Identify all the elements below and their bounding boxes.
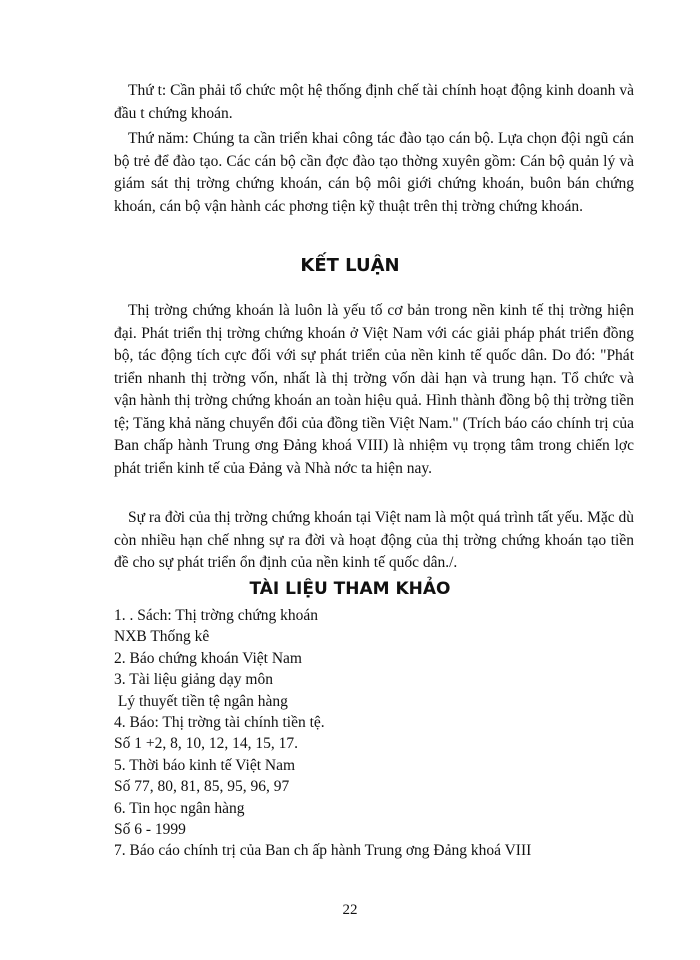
paragraph-fifth-solution: Thứ năm: Chúng ta cần triển khai công tác đào tạo cán bộ. Lựa chọn đội ngũ cán bộ trẻ để đào tạo. Các cán bộ cần đợc đào tạo thờng xuyên gồm: Cán bộ quản lý và giám sát thị trờng chứng khoán, cán bộ môi giới chứng khoán, buôn bán chứng khoán, cán bộ vận hành các phơng tiện kỹ thuật trên thị trờng chứng khoán. — [114, 130, 634, 215]
reference-line: 6. Tin học ngân hàng — [114, 799, 245, 817]
paragraph-fourth-solution: Thứ t: Cần phải tổ chức một hệ thống định chế tài chính hoạt động kinh doanh và đầu t chứng khoán. — [114, 82, 634, 122]
reference-line: NXB Thống kê — [114, 628, 210, 646]
reference-line: Số 1 +2, 8, 10, 12, 14, 15, 17. — [114, 735, 298, 753]
reference-line: 2. Báo chứng khoán Việt Nam — [114, 649, 302, 667]
reference-line: Số 77, 80, 81, 85, 95, 96, 97 — [114, 778, 290, 796]
reference-line: 3. Tài liệu giảng dạy môn — [114, 671, 273, 689]
reference-line: Lý thuyết tiền tệ ngân hàng — [114, 692, 288, 710]
reference-line: Số 6 - 1999 — [114, 820, 186, 838]
reference-line: 5. Thời báo kinh tế Việt Nam — [114, 756, 296, 774]
references-list — [114, 605, 634, 862]
references-heading: TÀI LIỆU THAM KHẢO — [249, 579, 451, 599]
reference-line: 1. . Sách: Thị trờng chứng khoán — [114, 607, 319, 624]
conclusion-heading: KẾT LUẬN — [300, 255, 400, 276]
reference-line: 7. Báo cáo chính trị của Ban ch ấp hành Trung ơng Đảng khoá VIII — [114, 842, 532, 860]
page-number: 22 — [342, 902, 358, 918]
conclusion-paragraph-1: Thị trờng chứng khoán là luôn là yếu tố cơ bản trong nền kinh tế thị trờng hiện đại. Phát triển thị trờng chứng khoán ở Việt Nam với các giải pháp phát triển đồng bộ, tác động tích cực đối với sự phát triển của nền kinh tế quốc dân. Do đó: "Phát triển nhanh thị trờng vốn, nhất là thị trờng vốn dài hạn và trung hạn. Tổ chức và vận hành thị trờng chứng khoán an toàn hiệu quả. Hình thành đồng bộ thị trờng tiền tệ; Tăng khả năng chuyển đổi của đồng tiền Việt Nam." (Trích báo cáo chính trị của Ban chấp hành Trung ơng Đảng khoá VIII) là nhiệm vụ trọng tâm trong chiến lợc phát triển kinh tế của Đảng và Nhà nớc ta hiện nay. — [114, 302, 634, 477]
reference-line: 4. Báo: Thị trờng tài chính tiền tệ. — [114, 713, 325, 731]
conclusion-paragraph-2: Sự ra đời của thị trờng chứng khoán tại Việt nam là một quá trình tất yếu. Mặc dù còn nhiều hạn chế nhng sự ra đời và hoạt động của thị trờng chứng khoán tạo tiền đề cho sự phát triển ổn định của nền kinh tế quốc dân./. — [114, 509, 634, 571]
